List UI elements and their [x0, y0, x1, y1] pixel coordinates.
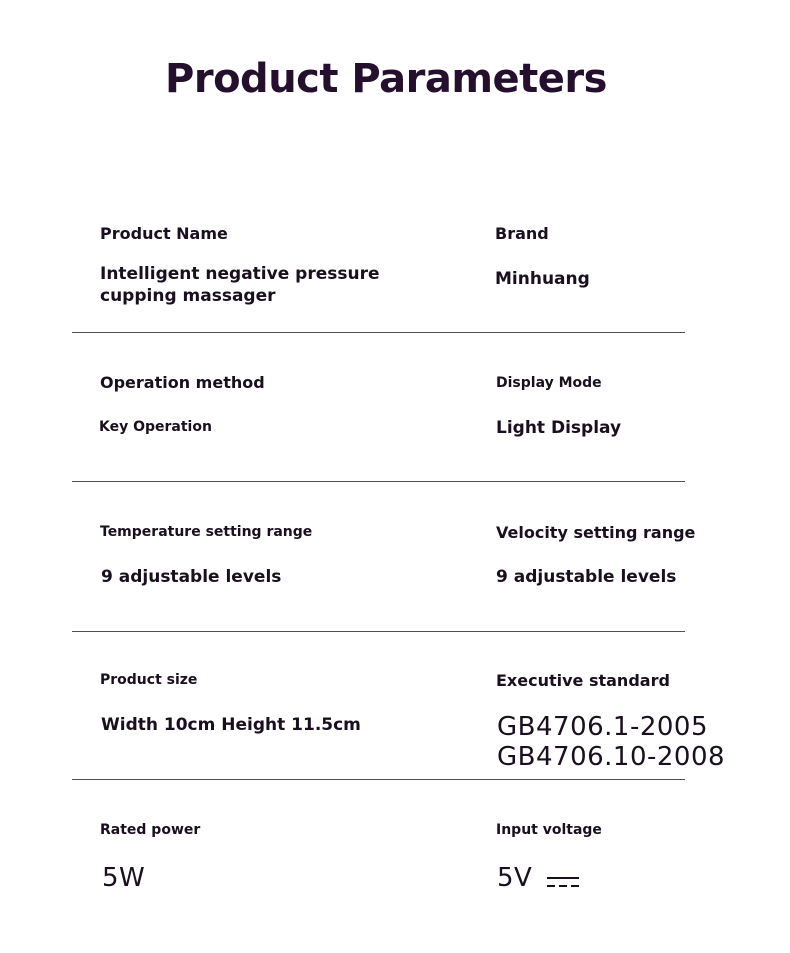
dc-current-icon: [547, 875, 579, 889]
product-name-value: Intelligent negative pressure cupping massager: [100, 264, 380, 306]
product-size-value: Width 10cm Height 11.5cm: [101, 715, 361, 735]
row-divider: [72, 779, 685, 780]
row-divider: [72, 631, 685, 632]
display-mode-label: Display Mode: [496, 375, 602, 391]
display-mode-value: Light Display: [496, 418, 622, 438]
input-voltage-label: Input voltage: [496, 822, 602, 838]
executive-standard-value-2: GB4706.10-2008: [497, 742, 726, 772]
page-title: Product Parameters: [165, 56, 607, 102]
temperature-range-value: 9 adjustable levels: [101, 567, 282, 587]
product-name-label: Product Name: [100, 224, 228, 243]
brand-label: Brand: [495, 224, 549, 243]
row-divider: [72, 332, 685, 333]
product-size-label: Product size: [100, 672, 198, 688]
operation-method-label: Operation method: [100, 373, 265, 392]
input-voltage-value: 5V: [497, 863, 533, 893]
velocity-range-value: 9 adjustable levels: [496, 567, 677, 587]
row-divider: [72, 481, 685, 482]
rated-power-value: 5W: [102, 863, 146, 893]
temperature-range-label: Temperature setting range: [100, 524, 313, 540]
input-voltage-group: [497, 863, 579, 893]
velocity-range-label: Velocity setting range: [496, 523, 696, 542]
brand-value: Minhuang: [495, 269, 590, 289]
executive-standard-label: Executive standard: [496, 671, 670, 690]
rated-power-label: Rated power: [100, 822, 201, 838]
executive-standard-value-1: GB4706.1-2005: [497, 712, 709, 742]
operation-method-value: Key Operation: [99, 419, 212, 435]
